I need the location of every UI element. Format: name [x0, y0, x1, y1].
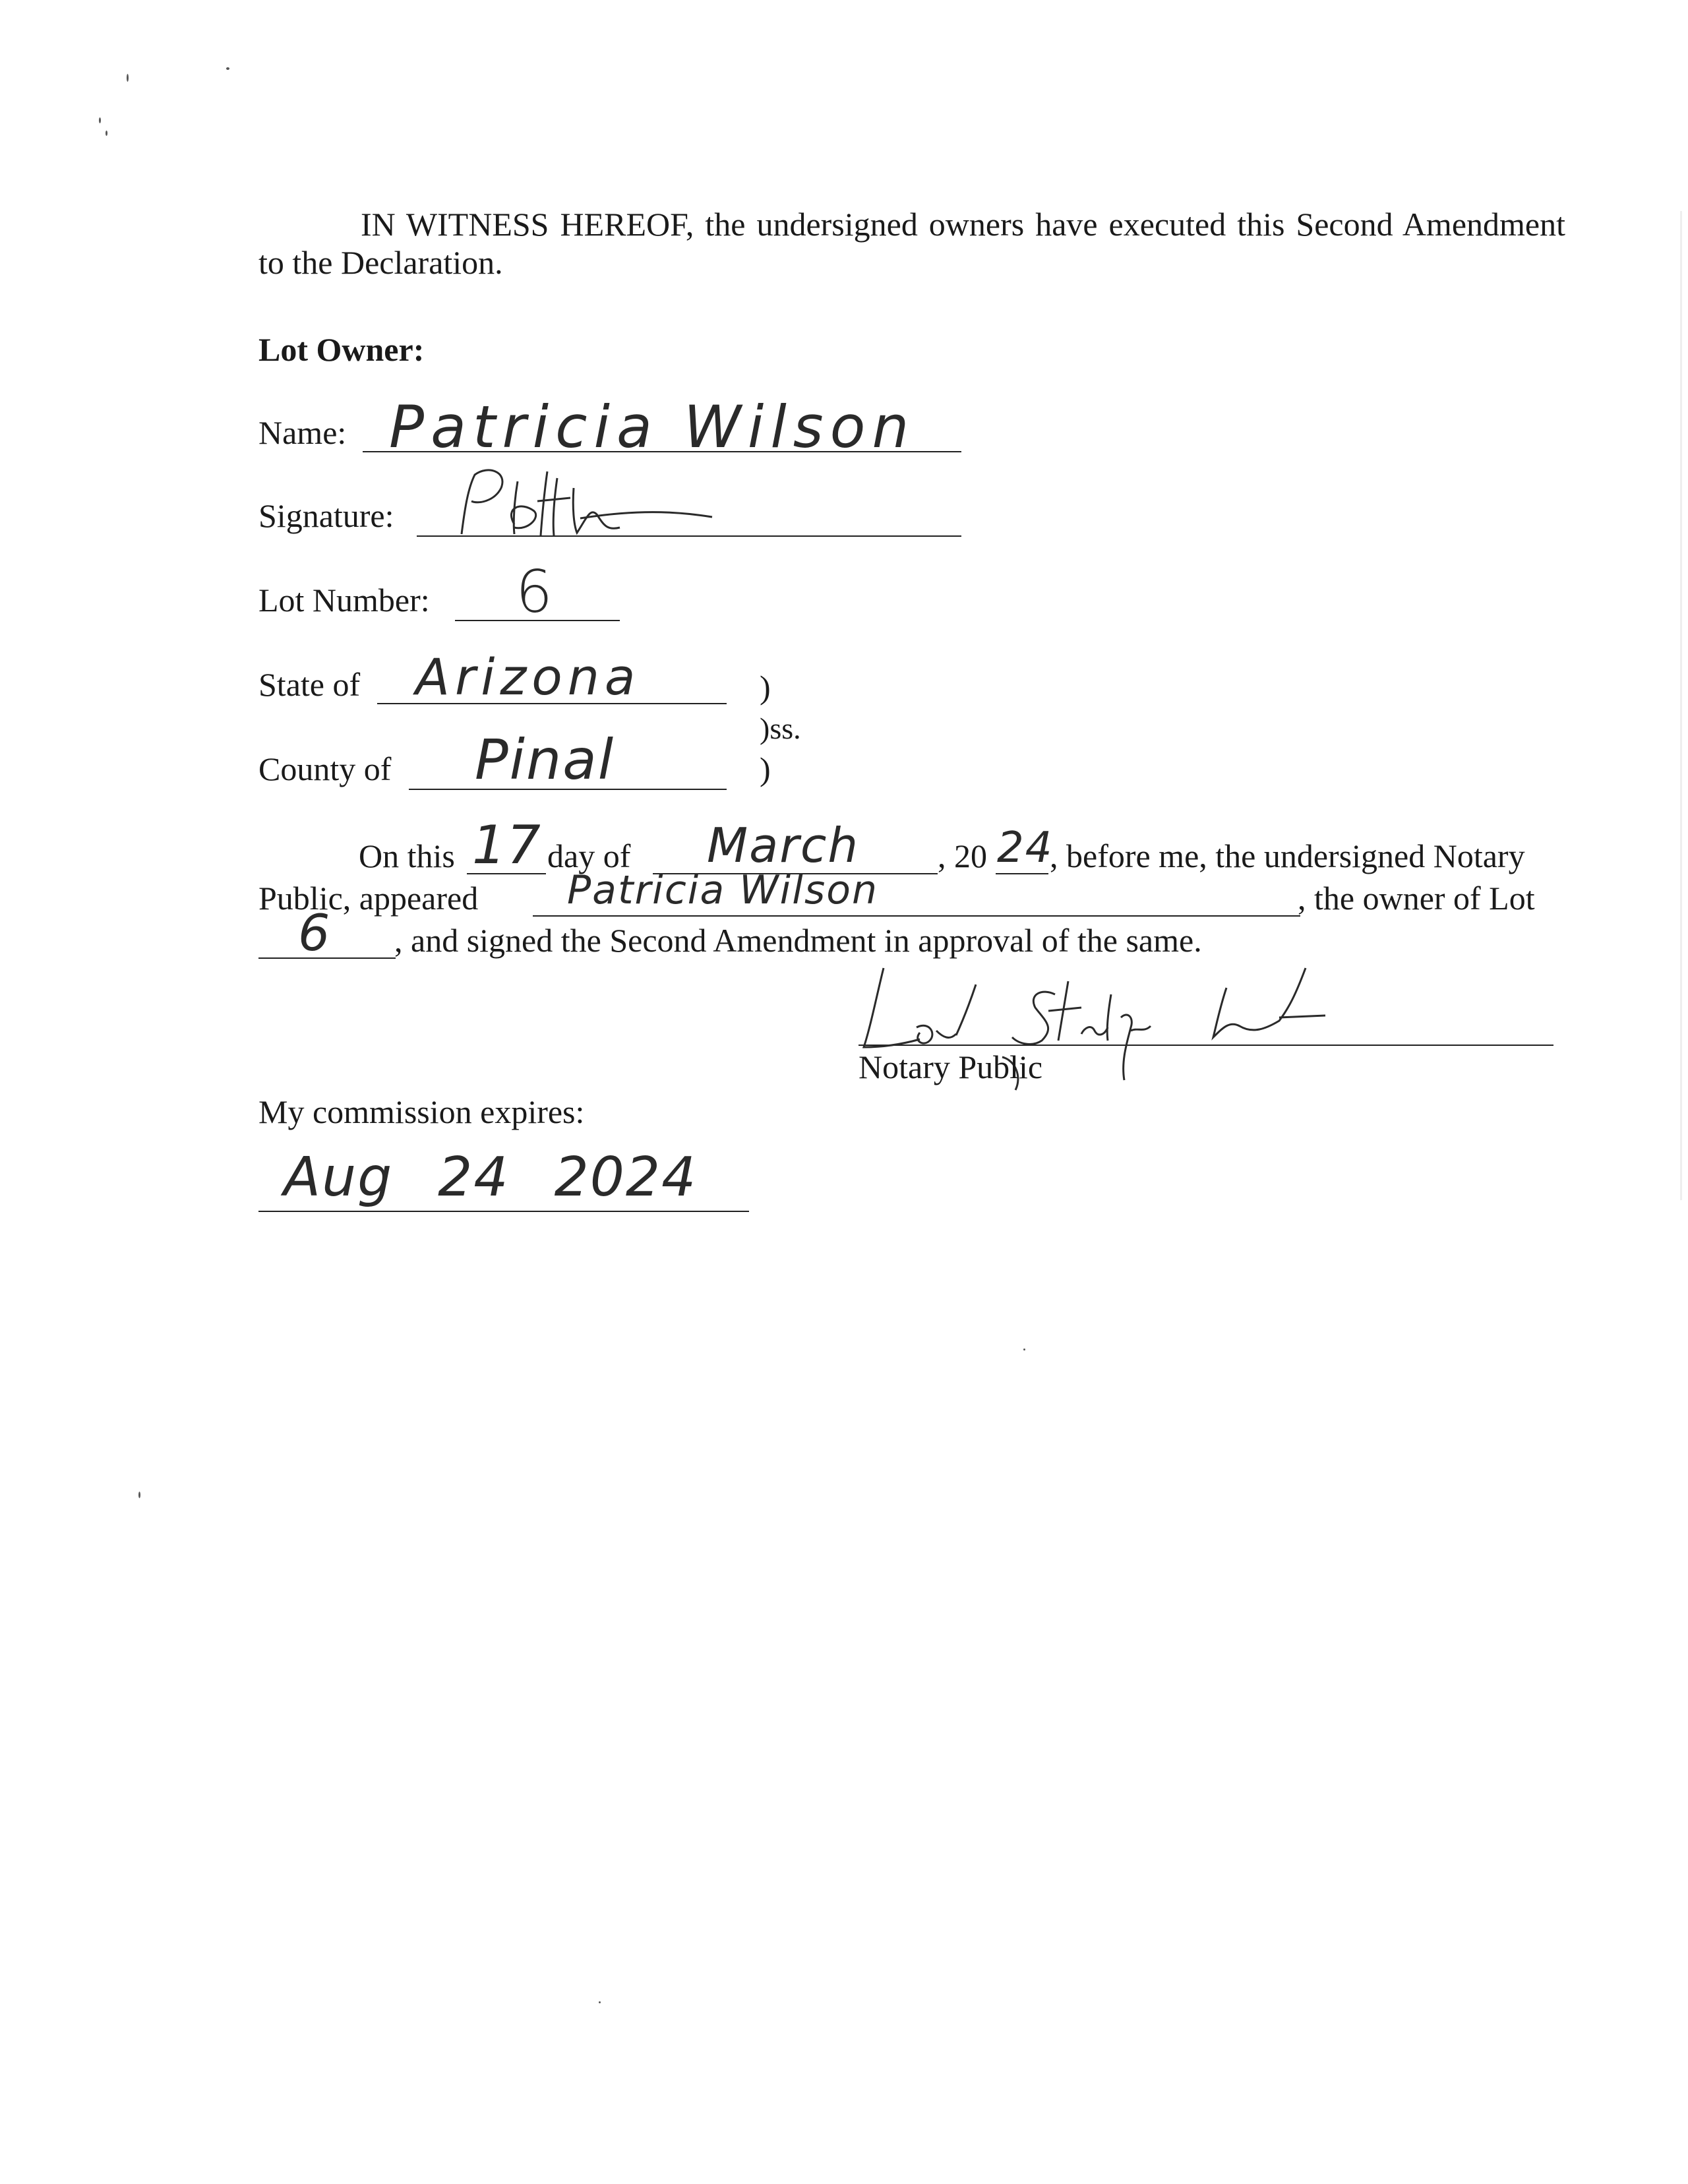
name-label: Name: [258, 414, 347, 451]
ack-day-of: day of [547, 837, 631, 874]
commission-date-handwritten: Aug 24 2024 [284, 1146, 698, 1209]
paren-top: ) [760, 669, 771, 706]
ack-appeared-line [533, 915, 1300, 917]
notary-public-label: Notary Public [859, 1048, 1043, 1085]
name-handwritten: Patricia Wilson [389, 393, 916, 461]
ack-year-prefix: , 20 [938, 837, 987, 874]
state-label: State of [258, 666, 361, 703]
ack-month-handwritten: March [707, 818, 860, 873]
ack-before-me: , before me, the undersigned Notary [1050, 837, 1525, 874]
scan-speck [599, 2001, 601, 2003]
signature-label: Signature: [258, 497, 394, 534]
scan-speck [127, 74, 129, 82]
ack-on-this: On this [359, 837, 455, 874]
commission-label: My commission expires: [258, 1093, 585, 1130]
lot-owner-heading: Lot Owner: [258, 331, 425, 368]
ss-marker: )ss. [760, 712, 801, 745]
county-label: County of [258, 750, 392, 787]
scan-speck [226, 67, 229, 70]
ack-signed-text: , and signed the Second Amendment in approval of the same. [394, 922, 1202, 959]
owner-signature-graphic [448, 462, 725, 541]
paren-bottom: ) [760, 750, 771, 787]
scan-speck [138, 1492, 140, 1498]
ack-owner-of-lot: , the owner of Lot [1298, 880, 1535, 917]
commission-line [258, 1211, 749, 1212]
lot-number-handwritten: 6 [516, 558, 554, 626]
scan-edge [1680, 211, 1682, 1200]
ack-public-appeared: Public, appeared [258, 880, 479, 917]
scan-speck [99, 117, 101, 123]
witness-paragraph [258, 205, 1565, 282]
ack-year-handwritten: 24 [997, 824, 1054, 872]
state-handwritten: Arizona [415, 648, 641, 706]
scan-speck [1023, 1349, 1025, 1350]
ack-day-handwritten: 17 [472, 814, 542, 876]
witness-text: IN WITNESS HEREOF, the undersigned owners have executed this Second Amendment to the Declaration. [258, 206, 1565, 281]
ack-lot-handwritten: 6 [298, 903, 332, 962]
ack-appeared-handwritten: Patricia Wilson [567, 867, 878, 913]
lot-number-label: Lot Number: [258, 582, 430, 619]
scan-speck [106, 131, 107, 136]
county-handwritten: Pinal [475, 727, 615, 792]
